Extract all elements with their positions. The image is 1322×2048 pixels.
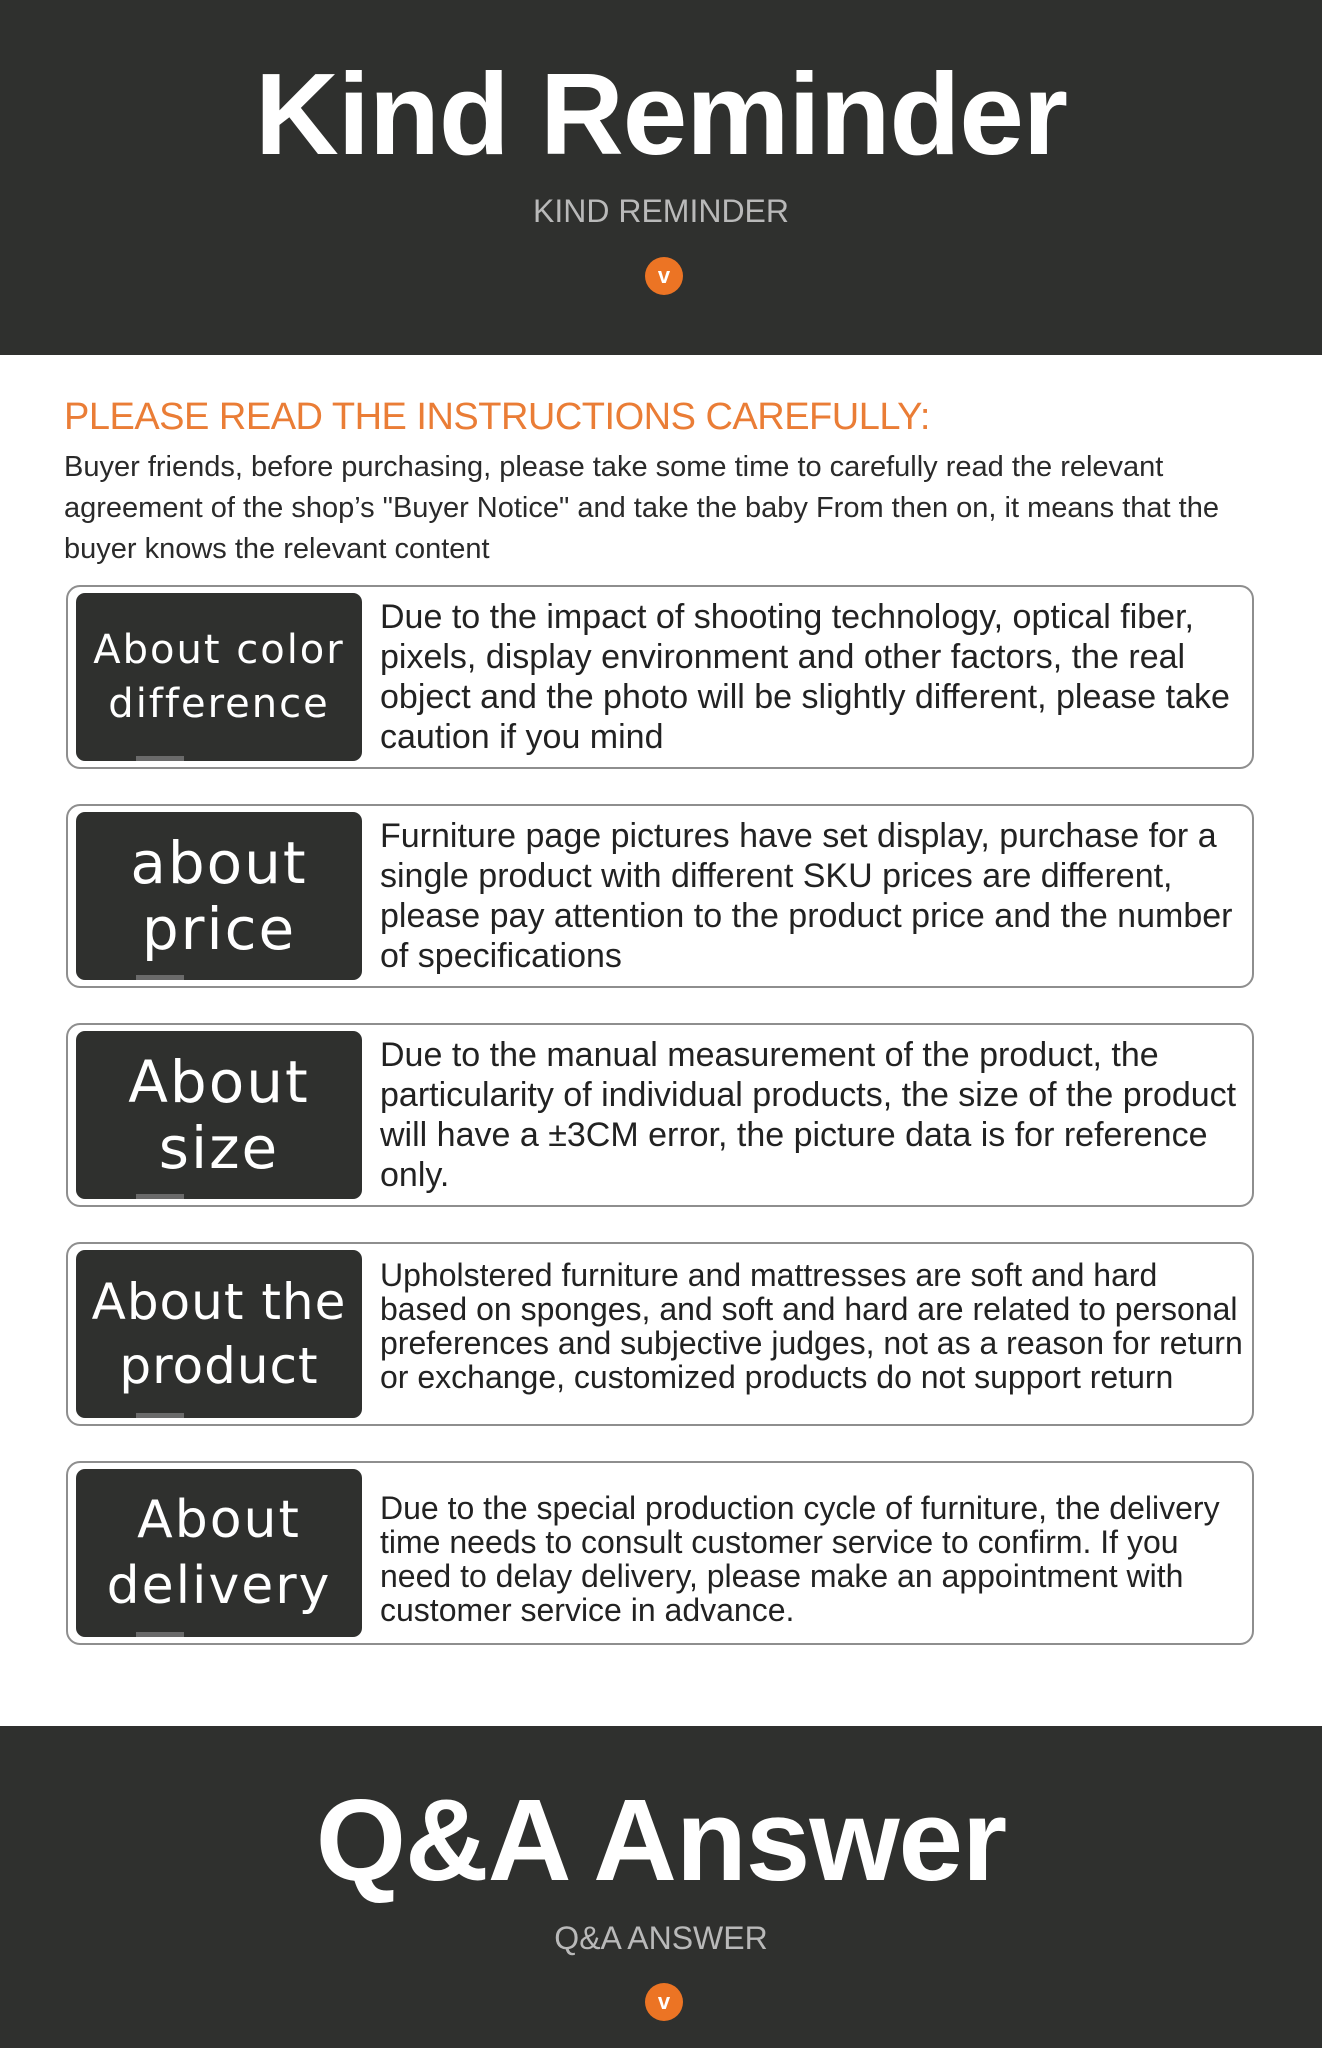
notice-card-label-text: About color difference [93,627,345,727]
label-underline [136,975,184,980]
instructions-heading: PLEASE READ THE INSTRUCTIONS CAREFULLY: [64,396,930,438]
chevron-down-icon: v [645,1983,683,2021]
qa-answer-header [0,1726,1322,2048]
notice-card-label [76,1250,362,1418]
page-title: Kind Reminder [255,49,1067,179]
section-subtitle: Q&A ANSWER [554,1920,768,1956]
chevron-down-icon: v [645,257,683,295]
notice-card-delivery [66,1461,1254,1645]
notice-card-text: Due to the impact of shooting technology, optical fiber, pixels, display environment and other factors, the real object and the photo will be slightly different, please take caution if you mind [380,598,1230,756]
notice-card-size [66,1023,1254,1207]
notice-card-price [66,804,1254,988]
notice-card-product [66,1242,1254,1426]
notice-card-color [66,585,1254,769]
notice-card-text: Due to the special production cycle of furniture, the delivery time needs to consult customer service to confirm. If you need to delay delivery, please make an appointment with customer service in advance. [380,1490,1220,1628]
notice-card-label [76,1469,362,1637]
notice-card-text: Upholstered furniture and mattresses are soft and hard based on sponges, and soft and hard are related to personal preferences and subjective judges, not as a reason for return or exchange, customized products do not support return [380,1257,1243,1395]
kind-reminder-header [0,0,1322,355]
instructions-intro: Buyer friends, before purchasing, please take some time to carefully read the relevant agreement of the shop’s "Buyer Notice" and take the baby From then on, it means that the buyer knows the relevant content [64,451,1219,565]
notice-card-label-text: About the product [91,1273,347,1395]
label-underline [136,1194,184,1199]
section-title: Q&A Answer [315,1775,1007,1905]
notice-card-label-text: About size [128,1048,310,1182]
label-underline [136,1632,184,1637]
notice-card-label [76,1031,362,1199]
notice-card-label [76,812,362,980]
page-subtitle: KIND REMINDER [532,193,789,229]
notice-card-text: Due to the manual measurement of the product, the particularity of individual products, the size of the product will have a ±3CM error, the picture data is for reference only. [380,1036,1237,1194]
notice-card-text: Furniture page pictures have set display, purchase for a single product with different SKU prices are different, please pay attention to the product price and the number of specifications [380,817,1233,975]
notice-card-label-text: about price [130,829,308,963]
notice-card-label-text: About delivery [106,1490,332,1616]
label-underline [136,756,184,761]
label-underline [136,1413,184,1418]
notice-card-label [76,593,362,761]
